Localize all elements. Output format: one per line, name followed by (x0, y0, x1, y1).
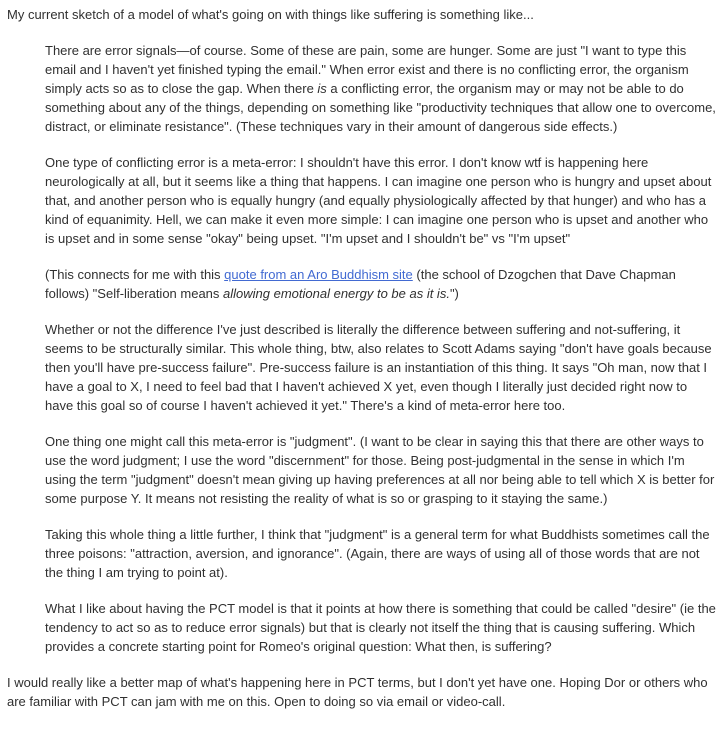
quote-paragraph-3 (45, 265, 716, 303)
quote-paragraph-7: What I like about having the PCT model is that it points at how there is something that could be called "desire" (ie the tendency to act so as to reduce error signals) but that is clearly not itself the thing that is causing suffering. Which provides a concrete starting point for Romeo's original question: What then, is suffering? (45, 601, 716, 654)
quote-p1-italic: is (317, 81, 327, 96)
intro-paragraph: My current sketch of a model of what's going on with things like suffering is something like... (7, 7, 534, 22)
closing-paragraph: I would really like a better map of what's happening here in PCT terms, but I don't yet have one. Hoping Dor or others who are familiar with PCT can jam with me on this. Open to doing so via email or video-call. (7, 675, 708, 709)
quote-p3-text-2: (the school of Dzogchen that Dave Chapman follows) "Self-liberation means (45, 267, 676, 301)
aro-buddhism-link[interactable]: quote from an Aro Buddhism site (224, 267, 413, 282)
quote-p3-text-3: ") (449, 286, 459, 301)
quote-paragraph-2: One type of conflicting error is a meta-error: I shouldn't have this error. I don't know wtf is happening here neurologically at all, but it seems like a thing that happens. I can imagine one person who is hungry and upset about that, and another person who is equally hungry (and equally physiologically affected by that hunger) and who has a kind of equanimity. Hell, we can make it even more simple: I can imagine one person who is upset and another who is upset and in some sense "okay" being upset. "I'm upset and I shouldn't be" vs "I'm upset" (45, 155, 712, 246)
quote-block (45, 41, 716, 656)
quote-paragraph-6: Taking this whole thing a little further, I think that "judgment" is a general term for what Buddhists sometimes call the three poisons: "attraction, aversion, and ignorance". (Again, there are ways of using all of those words that are not the thing I am trying to point at). (45, 527, 710, 580)
quote-paragraph-1 (45, 41, 716, 136)
quote-paragraph-4: Whether or not the difference I've just described is literally the difference between suffering and not-suffering, it seems to be structurally similar. This whole thing, btw, also relates to Scott Adams saying "don't have goals because then you'll have pre-success failure". Pre-success failure is an instantiation of this thing. It says "Oh man, now that I have a goal to X, I need to feel bad that I haven't achieved X yet, even though I literally just decided right now to have this goal so of course I haven't achieved it yet." There's a kind of meta-error here too. (45, 322, 712, 413)
quote-p3-text-1: (This connects for me with this (45, 267, 225, 282)
quote-p1-text-1: There are error signals—of course. Some of these are pain, some are hunger. Some are just "I want to type this email and I haven't yet finished typing the email." When error exist and there is no conflicting error, the organism simply acts so as to close the gap. When there (45, 43, 689, 96)
quote-p1-text-2: a conflicting error, the organism may or may not be able to do something about any of the things, depending on something like "productivity techniques that allow one to overcome, distract, or eliminate resistance". (These techniques vary in their amount of dangerous side effects.) (45, 81, 716, 134)
quote-p3-italic: allowing emotional energy to be as it is. (223, 286, 450, 301)
quote-paragraph-5: One thing one might call this meta-error is "judgment". (I want to be clear in saying this that there are other ways to use the word judgment; I use the word "discernment" for those. Being post-judgmental in the sense in which I'm using the term "judgment" doesn't mean giving up having preferences at all nor being able to tell which X is better for some purpose Y. It means not resisting the reality of what is so or grasping to it staying the same.) (45, 434, 715, 506)
